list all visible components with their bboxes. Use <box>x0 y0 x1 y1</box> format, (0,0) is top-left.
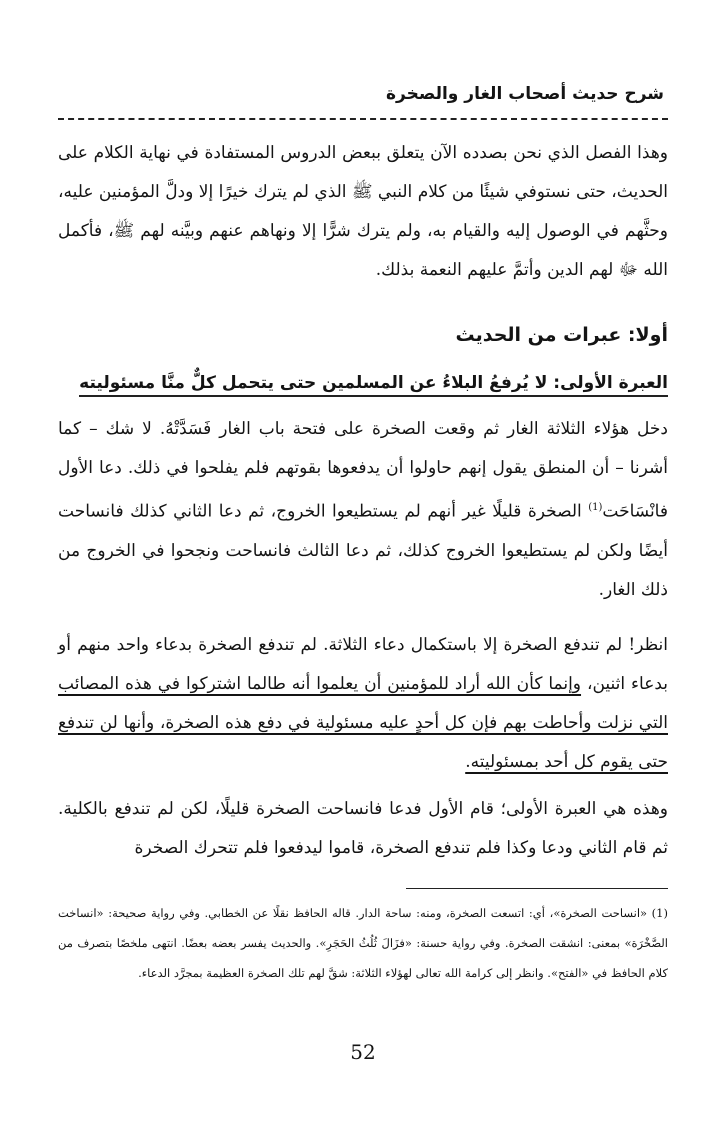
paragraph-text-continued: الصخرة قليلًا غير أنهم لم يستطيعوا الخروج، ثم دعا الثاني كذلك فانساحت أيضًا ولكن لم يستطيعوا الخروج كذلك، ثم دعا الثالث فانساحت ونجحوا في الخروج من ذلك الغار. <box>58 501 668 600</box>
page-number: 52 <box>350 1040 376 1064</box>
footnote: (1) «انساحت الصخرة»، أي: اتسعت الصخرة، ومنه: ساحة الدار. قاله الحافظ نقلًا عن الخطابي. وفي رواية صحيحة: «انساخت الصَّخْرَة» بمعنى: انشقت الصخرة. وفي رواية حسنة: «فزَالَ ثُلُثُ الحَجَرِ». والحديث يفسر بعضه بعضًا. انتهى ملخصًا بتصرف من كلام الحافظ في «الفتح». وانظر إلى كرامة الله تعالى لهؤلاء الثلاثة: شقَّ لهم تلك الصخرة العظيمة بمجرَّد الدعاء. <box>58 906 668 980</box>
header-dashed-divider <box>58 118 668 120</box>
footnote-divider <box>406 888 668 889</box>
footnote-reference: (1) <box>588 502 603 513</box>
running-header: شرح حديث أصحاب الغار والصخرة <box>385 84 664 104</box>
lesson-title: العبرة الأولى: لا يُرفعُ البلاءُ عن المسلمين حتى يتحمل كلٌّ منَّا مسئوليته <box>79 373 668 397</box>
underlined-passage: وإنما كأن الله أراد للمؤمنين أن يعلموا أنه طالما اشتركوا في هذه المصائب التي نزلت وأحاطت بهم فإن كل أحدٍ عليه مسئولية في دفع هذه الصخرة، وأنها لن تندفع حتى يقوم كل أحد بمسئوليته. <box>58 674 668 772</box>
section-heading: أولا: عبرات من الحديث <box>455 324 668 346</box>
paragraph-explanation <box>58 626 668 782</box>
paragraph-first-lesson <box>58 410 668 610</box>
paragraph-text: دخل هؤلاء الثلاثة الغار ثم وقعت الصخرة على فتحة باب الغار فَسَدَّتْهُ. لا شك – كما أشرنا – أن المنطق يقول إنهم حاولوا أن يدفعوها بقوتهم فلم يفلحوا في ذلك. دعا الأول فانْسَاحَت <box>58 419 668 522</box>
paragraph-text: انظر! لم تندفع الصخرة إلا باستكمال دعاء الثلاثة. لم تندفع الصخرة بدعاء واحد منهم أو بدعاء اثنين، <box>58 635 669 694</box>
intro-paragraph: وهذا الفصل الذي نحن بصدده الآن يتعلق ببعض الدروس المستفادة في نهاية الكلام على الحديث، حتى نستوفي شيئًا من كلام النبي ﷺ الذي لم يترك خيرًا إلا ودلَّ المؤمنين عليه، وحثَّهم في الوصول إليه والقيام به، ولم يترك شرًّا إلا ونهاهم عنهم وبيَّنه لهم ﷺ، فأكمل الله ﷻ لهم الدين وأتمَّ عليهم النعمة بذلك. <box>58 143 669 280</box>
paragraph-summary: وهذه هي العبرة الأولى؛ قام الأول فدعا فانساحت الصخرة قليلًا، لكن لم تندفع بالكلية. ثم قام الثاني ودعا وكذا فلم تندفع الصخرة، قاموا ليدفعوا فلم تتحرك الصخرة <box>58 799 668 858</box>
